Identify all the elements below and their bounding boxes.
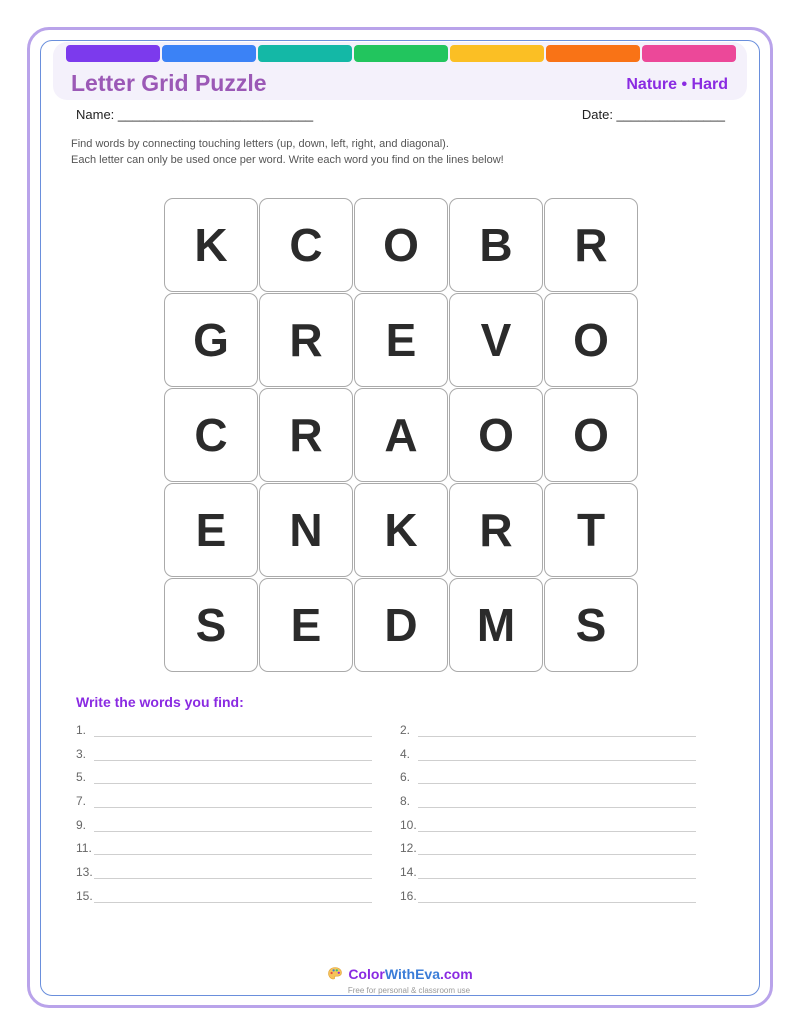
- page-title: Letter Grid Puzzle: [71, 70, 267, 96]
- answer-line[interactable]: [94, 807, 372, 808]
- grid-cell[interactable]: E: [354, 293, 448, 387]
- grid-cell[interactable]: V: [449, 293, 543, 387]
- answer-row[interactable]: [76, 815, 376, 839]
- rainbow-strip: [66, 45, 736, 62]
- answers-heading: Write the words you find:: [76, 694, 244, 710]
- answer-line[interactable]: [418, 736, 696, 737]
- footer-brand[interactable]: [327, 966, 472, 982]
- answer-number: 8.: [400, 794, 411, 809]
- answer-number: 9.: [76, 817, 87, 832]
- grid-cell[interactable]: R: [259, 388, 353, 482]
- grid-cell[interactable]: O: [354, 198, 448, 292]
- answer-row[interactable]: [400, 862, 700, 886]
- grid-cell[interactable]: N: [259, 483, 353, 577]
- answer-line[interactable]: [418, 878, 696, 879]
- grid-cell[interactable]: K: [354, 483, 448, 577]
- grid-cell[interactable]: G: [164, 293, 258, 387]
- grid-cell[interactable]: S: [164, 578, 258, 672]
- answer-number: 11.: [76, 841, 92, 856]
- brand-com: .com: [439, 966, 473, 982]
- answer-number: 15.: [76, 888, 93, 903]
- grid-cell[interactable]: S: [544, 578, 638, 672]
- answer-row[interactable]: [76, 791, 376, 815]
- strip-segment: [546, 45, 640, 62]
- answer-number: 6.: [400, 770, 411, 785]
- answer-line[interactable]: [94, 783, 372, 784]
- answer-line[interactable]: [94, 854, 372, 855]
- strip-segment: [66, 45, 160, 62]
- answer-row[interactable]: [76, 767, 376, 791]
- letter-grid: [164, 198, 638, 672]
- answer-line[interactable]: [94, 878, 372, 879]
- answer-number: 10.: [400, 817, 417, 832]
- name-field[interactable]: Name: ___________________________: [76, 107, 314, 122]
- answer-row[interactable]: [76, 886, 376, 910]
- answers-left-column: [76, 720, 376, 910]
- grid-cell[interactable]: A: [354, 388, 448, 482]
- grid-cell[interactable]: O: [544, 388, 638, 482]
- grid-cell[interactable]: C: [259, 198, 353, 292]
- instructions: [71, 136, 504, 168]
- date-field[interactable]: Date: _______________: [581, 107, 725, 122]
- answer-number: 2.: [400, 723, 411, 737]
- theme-difficulty: Nature • Hard: [626, 76, 728, 93]
- footer-tagline: Free for personal & classroom use: [347, 986, 471, 995]
- answer-number: 5.: [76, 770, 87, 785]
- answer-number: 12.: [400, 841, 417, 856]
- answer-number: 4.: [400, 746, 411, 761]
- answer-line[interactable]: [94, 736, 372, 737]
- answer-row[interactable]: [400, 815, 700, 839]
- answer-row[interactable]: [400, 838, 700, 862]
- palette-icon: [327, 966, 343, 982]
- answer-number: 14.: [400, 865, 417, 880]
- strip-segment: [162, 45, 256, 62]
- answer-line[interactable]: [418, 831, 696, 832]
- answer-row[interactable]: [76, 744, 376, 768]
- answer-number: 16.: [400, 888, 417, 903]
- grid-cell[interactable]: R: [449, 483, 543, 577]
- answer-number: 13.: [76, 865, 93, 880]
- strip-segment: [450, 45, 544, 62]
- answer-line[interactable]: [418, 807, 696, 808]
- instruction-line-1: Find words by connecting touching letters (up, down, left, right, and diagonal).: [71, 138, 449, 150]
- instruction-line-2: Each letter can only be used once per word. Write each word you find on the lines below!: [71, 154, 504, 166]
- brand-color: Color: [348, 966, 385, 982]
- strip-segment: [354, 45, 448, 62]
- answer-row[interactable]: [400, 886, 700, 910]
- grid-cell[interactable]: D: [354, 578, 448, 672]
- answer-number: 1.: [76, 723, 87, 737]
- answer-line[interactable]: [418, 854, 696, 855]
- strip-segment: [642, 45, 736, 62]
- answer-number: 3.: [76, 746, 87, 761]
- strip-segment: [258, 45, 352, 62]
- grid-cell[interactable]: C: [164, 388, 258, 482]
- brand-witheva: WithEva: [384, 966, 440, 982]
- grid-cell[interactable]: M: [449, 578, 543, 672]
- grid-cell[interactable]: R: [544, 198, 638, 292]
- answer-row[interactable]: [400, 791, 700, 815]
- answer-line[interactable]: [418, 760, 696, 761]
- answer-line[interactable]: [418, 783, 696, 784]
- grid-cell[interactable]: O: [544, 293, 638, 387]
- answer-row[interactable]: [400, 744, 700, 768]
- footer: [0, 966, 800, 995]
- answer-row[interactable]: [400, 720, 700, 744]
- answer-line[interactable]: [94, 831, 372, 832]
- grid-cell[interactable]: O: [449, 388, 543, 482]
- answer-number: 7.: [76, 794, 87, 809]
- answer-row[interactable]: [76, 720, 376, 744]
- grid-cell[interactable]: B: [449, 198, 543, 292]
- grid-cell[interactable]: E: [259, 578, 353, 672]
- answer-line[interactable]: [94, 902, 372, 903]
- answer-row[interactable]: [400, 767, 700, 791]
- grid-cell[interactable]: K: [164, 198, 258, 292]
- answer-row[interactable]: [76, 862, 376, 886]
- answer-line[interactable]: [94, 760, 372, 761]
- answer-line[interactable]: [418, 902, 696, 903]
- grid-cell[interactable]: E: [164, 483, 258, 577]
- grid-cell[interactable]: R: [259, 293, 353, 387]
- answers-right-column: [400, 720, 700, 910]
- grid-cell[interactable]: T: [544, 483, 638, 577]
- answer-row[interactable]: [76, 838, 376, 862]
